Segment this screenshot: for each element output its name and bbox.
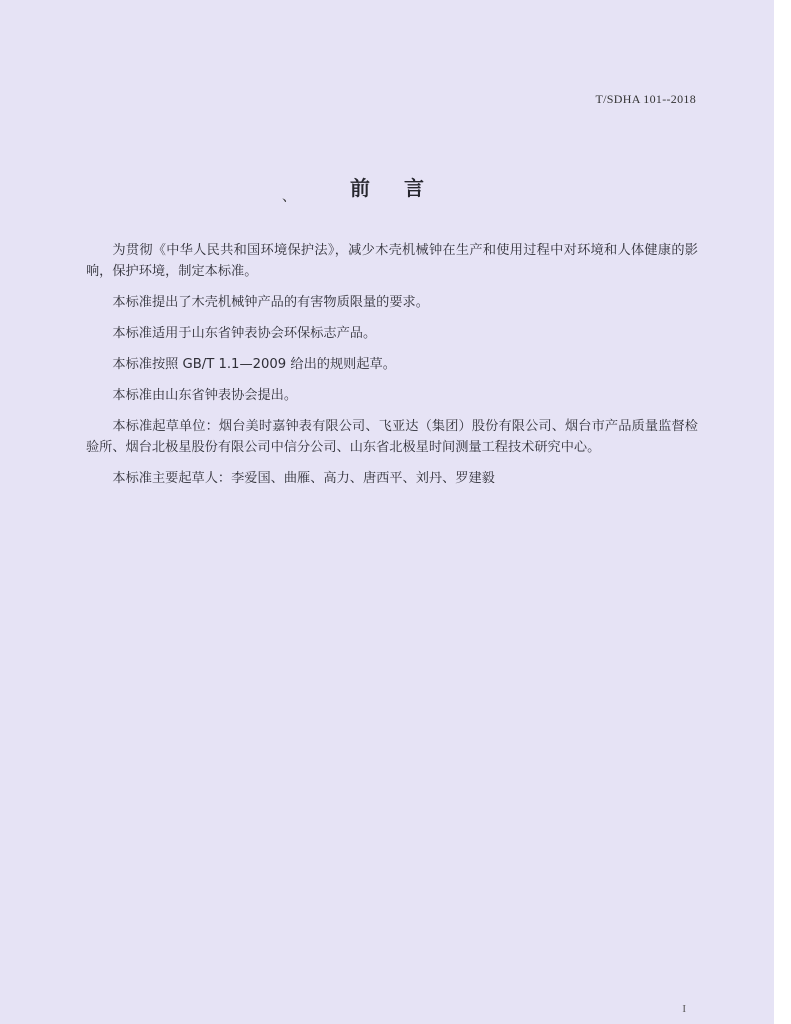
- page-number: I: [682, 1003, 686, 1015]
- paragraph-drafting-units: 本标准起草单位：烟台美时嘉钟表有限公司、飞亚达（集团）股份有限公司、烟台市产品质量监督检验所、烟台北极星股份有限公司中信分公司、山东省北极星时间测量工程技术研究中心。: [86, 419, 698, 455]
- foreword-body: [86, 240, 698, 499]
- paragraph-drafters: 本标准主要起草人：李爱国、曲雁、高力、唐西平、刘丹、罗建毅: [112, 471, 495, 486]
- document-code: T/SDHA 101--2018: [595, 92, 696, 106]
- paragraph-scope: 本标准适用于山东省钟表协会环保标志产品。: [112, 326, 377, 341]
- page-edge: [774, 0, 791, 1024]
- stray-mark: 、: [282, 189, 296, 205]
- paragraph-requirements: 本标准提出了木壳机械钟产品的有害物质限量的要求。: [112, 295, 429, 310]
- paragraph-drafting-rules: 本标准按照 GB/T 1.1—2009 给出的规则起草。: [112, 357, 396, 372]
- paragraph-proposer: 本标准由山东省钟表协会提出。: [112, 388, 298, 403]
- paragraph-purpose: 为贯彻《中华人民共和国环境保护法》，减少木壳机械钟在生产和使用过程中对环境和人体健康的影响，保护环境，制定本标准。: [86, 243, 698, 279]
- page-title: 前言: [350, 176, 458, 200]
